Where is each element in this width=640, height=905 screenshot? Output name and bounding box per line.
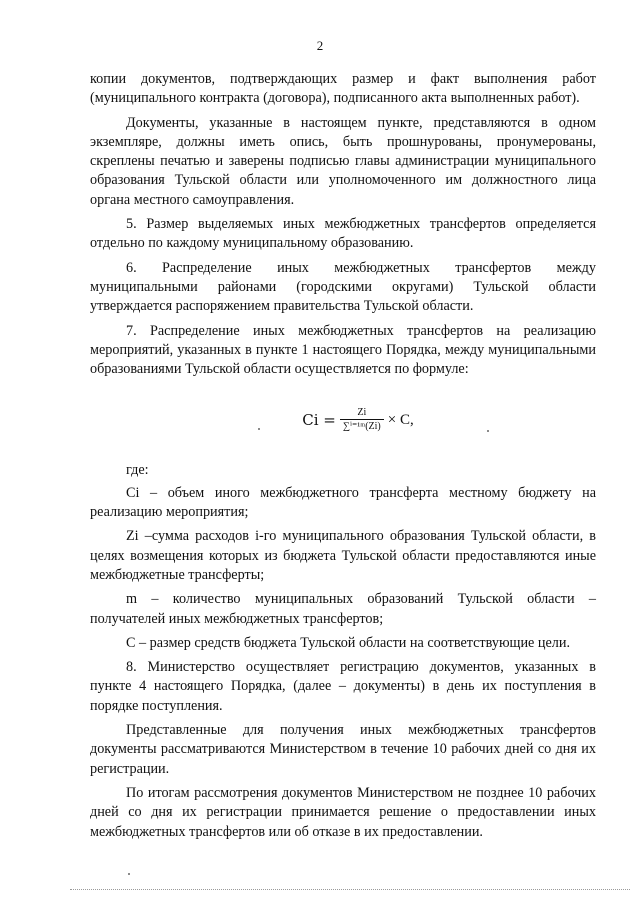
formula-fraction <box>340 407 384 433</box>
bottom-scan-line <box>70 889 630 891</box>
definition-zi: Zi –сумма расходов i-го муниципального образования Тульской области, в целях возмещения которых из бюджета Тульской области предоставляются иные межбюджетные трансферты; <box>90 528 596 583</box>
scan-speck <box>128 873 130 875</box>
definition-m: m – количество муниципальных образований Тульской области – получателей иных межбюджетных трансфертов; <box>90 591 596 627</box>
paragraph-continuation: копии документов, подтверждающих размер и факт выполнения работ (муниципального контракта (договора), подписанного акта выполненных работ). <box>90 71 596 107</box>
scan-speck <box>487 430 489 432</box>
paragraph-decision: По итогам рассмотрения документов Министерством не позднее 10 рабочих дней со дня их регистрации принимается решение о предоставлении иных межбюджетных трансфертов или об отказе в их предоставлении. <box>90 784 596 840</box>
paragraph-item-7: 7. Распределение иных межбюджетных трансфертов на реализацию мероприятий, указанных в пункте 1 настоящего Порядка, между муниципальными образованиями Тульской области осуществляется по формуле: <box>90 322 596 378</box>
formula-numerator: Zi <box>357 407 367 419</box>
formula-rhs: × C, <box>387 411 414 428</box>
scan-speck <box>258 428 260 430</box>
formula-lhs: Ci = <box>302 410 336 429</box>
definition-ci: Ci – объем иного межбюджетного трансферта местному бюджету на реализацию мероприятия; <box>90 484 596 521</box>
paragraph-documents-requirements: Документы, указанные в настоящем пункте, представляются в одном экземпляре, должны иметь опись, быть прошнурованы, пронумерованы, скреплены печатью и заверены подписью главы администрации муниципального образования Тульской области или уполномоченного им должностного лица органа местного самоуправления. <box>90 114 596 208</box>
paragraph-item-8: 8. Министерство осуществляет регистрацию документов, указанных в пункте 4 настоящего Порядка, (далее – документы) в день их поступления в порядке поступления. <box>90 659 596 714</box>
document-body <box>90 70 596 847</box>
definition-c: С – размер средств бюджета Тульской области на соответствующие цели. <box>126 634 571 651</box>
paragraph-item-6: 6. Распределение иных межбюджетных трансфертов между муниципальными районами (городскими округами) Тульской области утверждается распоряжением правительства Тульской области. <box>90 259 596 315</box>
page-number: 2 <box>316 38 324 53</box>
formula-denominator: ∑ⁱ⁼¹ᵐ(Zi) <box>342 421 381 433</box>
paragraph-review-period: Представленные для получения иных межбюджетных трансфертов документы рассматриваются Министерством в течение 10 рабочих дней со дня их регистрации. <box>90 722 596 777</box>
where-label: где: <box>126 462 149 479</box>
distribution-formula <box>90 389 596 451</box>
paragraph-item-5: 5. Размер выделяемых иных межбюджетных трансфертов определяется отдельно по каждому муниципальному образованию. <box>90 216 596 252</box>
